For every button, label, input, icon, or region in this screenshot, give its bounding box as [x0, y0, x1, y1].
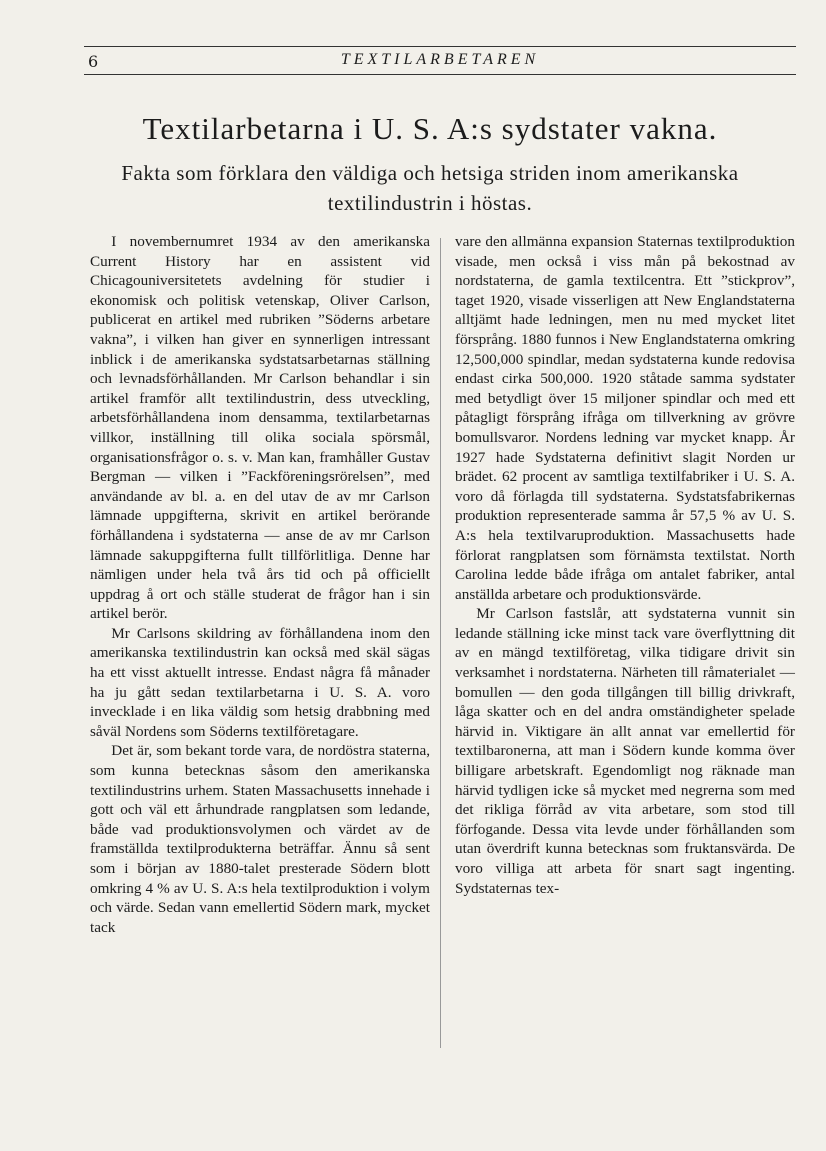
paragraph: I novembernumret 1934 av den amerikanska Current History har en assistent vid Chicagouniversitetets avdelning för studier i ekonomisk och politisk vetenskap, Oliver Carlson, publicerat en artikel med rubriken ”Söderns arbetare vakna”, i vilken han giver en synnerligen intressant inblick i de amerikanska sydstatsarbetarnas ställning och levnadsförhållanden. Mr Carlson behandlar i sin artikel framför allt textilindustrin, dess utveckling, arbetsförhållandena inom densamma, textilarbetarnas villkor, inställning till olika sociala spörsmål, organisationsfrågor o. s. v. Man kan, framhåller Gustav Bergman — vilken i ”Fackföreningsrörelsen”, med användande av bl. a. en del utav de av mr Carlson lämnade uppgifterna, skrivit en artikel berörande förhållandena i sydstaterna — anse de av mr Carlson lämnade sakuppgifterna fullt tillförlitliga. Denne har nämligen under hela två års tid och på officiellt uppdrag å ort och ställe studerat de frågor han i sin artikel berör. [90, 233, 430, 623]
page-number: 6 [88, 52, 99, 71]
paragraph: Det är, som bekant torde vara, de nordöstra staterna, som kunna betecknas såsom den amerikanska textilindustrins urhem. Staten Massachusetts innehade i gott och väl ett århundrade rangplatsen som ledande, både vad produktionsvolymen och värdet av de framställda textilprodukterna beträffar. Ännu så sent som i början av 1880-talet presterade Södern blott omkring 4 % av U. S. A:s hela textilproduktion i volym och värde. Sedan vann emellertid Södern mark, mycket tack [90, 742, 430, 936]
journal-name: TEXTILARBETAREN [340, 51, 540, 68]
article-title: Textilarbetarna i U. S. A:s sydstater vakna. [142, 111, 718, 146]
paragraph: Mr Carlson fastslår, att sydstaterna vunnit sin ledande ställning icke minst tack vare överflyttning dit av en mängd textilföretag, vilka tidigare drivit sin verksamhet i nordstaterna. Närheten till råmaterialet — bomullen — den goda tillgången till billig drivkraft, låga skatter och en del andra omständigheter spelade härvid in. Viktigare än allt annat var emellertid för textilbaronerna, att man i Södern kunde komma över billigare arbetskraft. Egendomligt nog räknade man härvid tydligen icke så mycket med negrerna som med det rikliga förråd av vita arbetare, som stod till förfogande. Dessa vita levde under förhållanden som utan överdrift kunna betecknas som fruktansvärda. De voro villiga att arbeta för snart sagt ingenting. Sydstaternas tex- [455, 605, 795, 897]
article-subtitle: Fakta som förklara den väldiga och hetsiga striden inom amerikanska textilindustrin i höstas. [121, 161, 739, 215]
left-column [90, 232, 430, 937]
right-column [455, 232, 795, 898]
header-top-rule [84, 46, 796, 47]
paragraph: vare den allmänna expansion Staternas textilproduktion visade, men också i viss mån på bekostnad av nordstaterna, de gamla textilcentra. Ett ”stickprov”, taget 1920, visade visserligen att New Englandstaterna alltjämt hade ledningen, men nu med mycket litet försprång. 1880 funnos i New Englandstaterna omkring 12,500,000 spindlar, medan sydstaterna kunde redovisa endast cirka 500,000. 1920 ståtade samma sydstater med betydligt över 15 miljoner spindlar och med ett påtagligt försprång ifråga om tillverkning av grövre bomullsvaror. Nordens ledning var mycket knapp. År 1927 hade Sydstaterna definitivt slagit Norden ur brädet. 62 procent av samtliga textilfabriker i U. S. A. voro då förlagda till sydstaterna. Sydstatsfabrikernas produktion representerade samma år 57,5 % av U. S. A:s hela textilvaruproduktion. Massachusetts hade förlorat rangplatsen som förnämsta textilstat. North Carolina ledde både ifråga om antalet fabriker, antal anställda arbetare och produktionsvärde. [455, 233, 795, 603]
paragraph: Mr Carlsons skildring av förhållandena inom den amerikanska textilindustrin kan också med skäl sägas ha ett visst aktuellt intresse. Endast några få månader ha ju gått sedan textilarbetarna i U. S. A. voro invecklade i en lika väldig som hetsig drabbning med såväl Nordens som Söderns textilföretagare. [90, 624, 430, 740]
running-header [84, 46, 796, 76]
column-divider [440, 238, 441, 1048]
header-bottom-rule [84, 74, 796, 75]
